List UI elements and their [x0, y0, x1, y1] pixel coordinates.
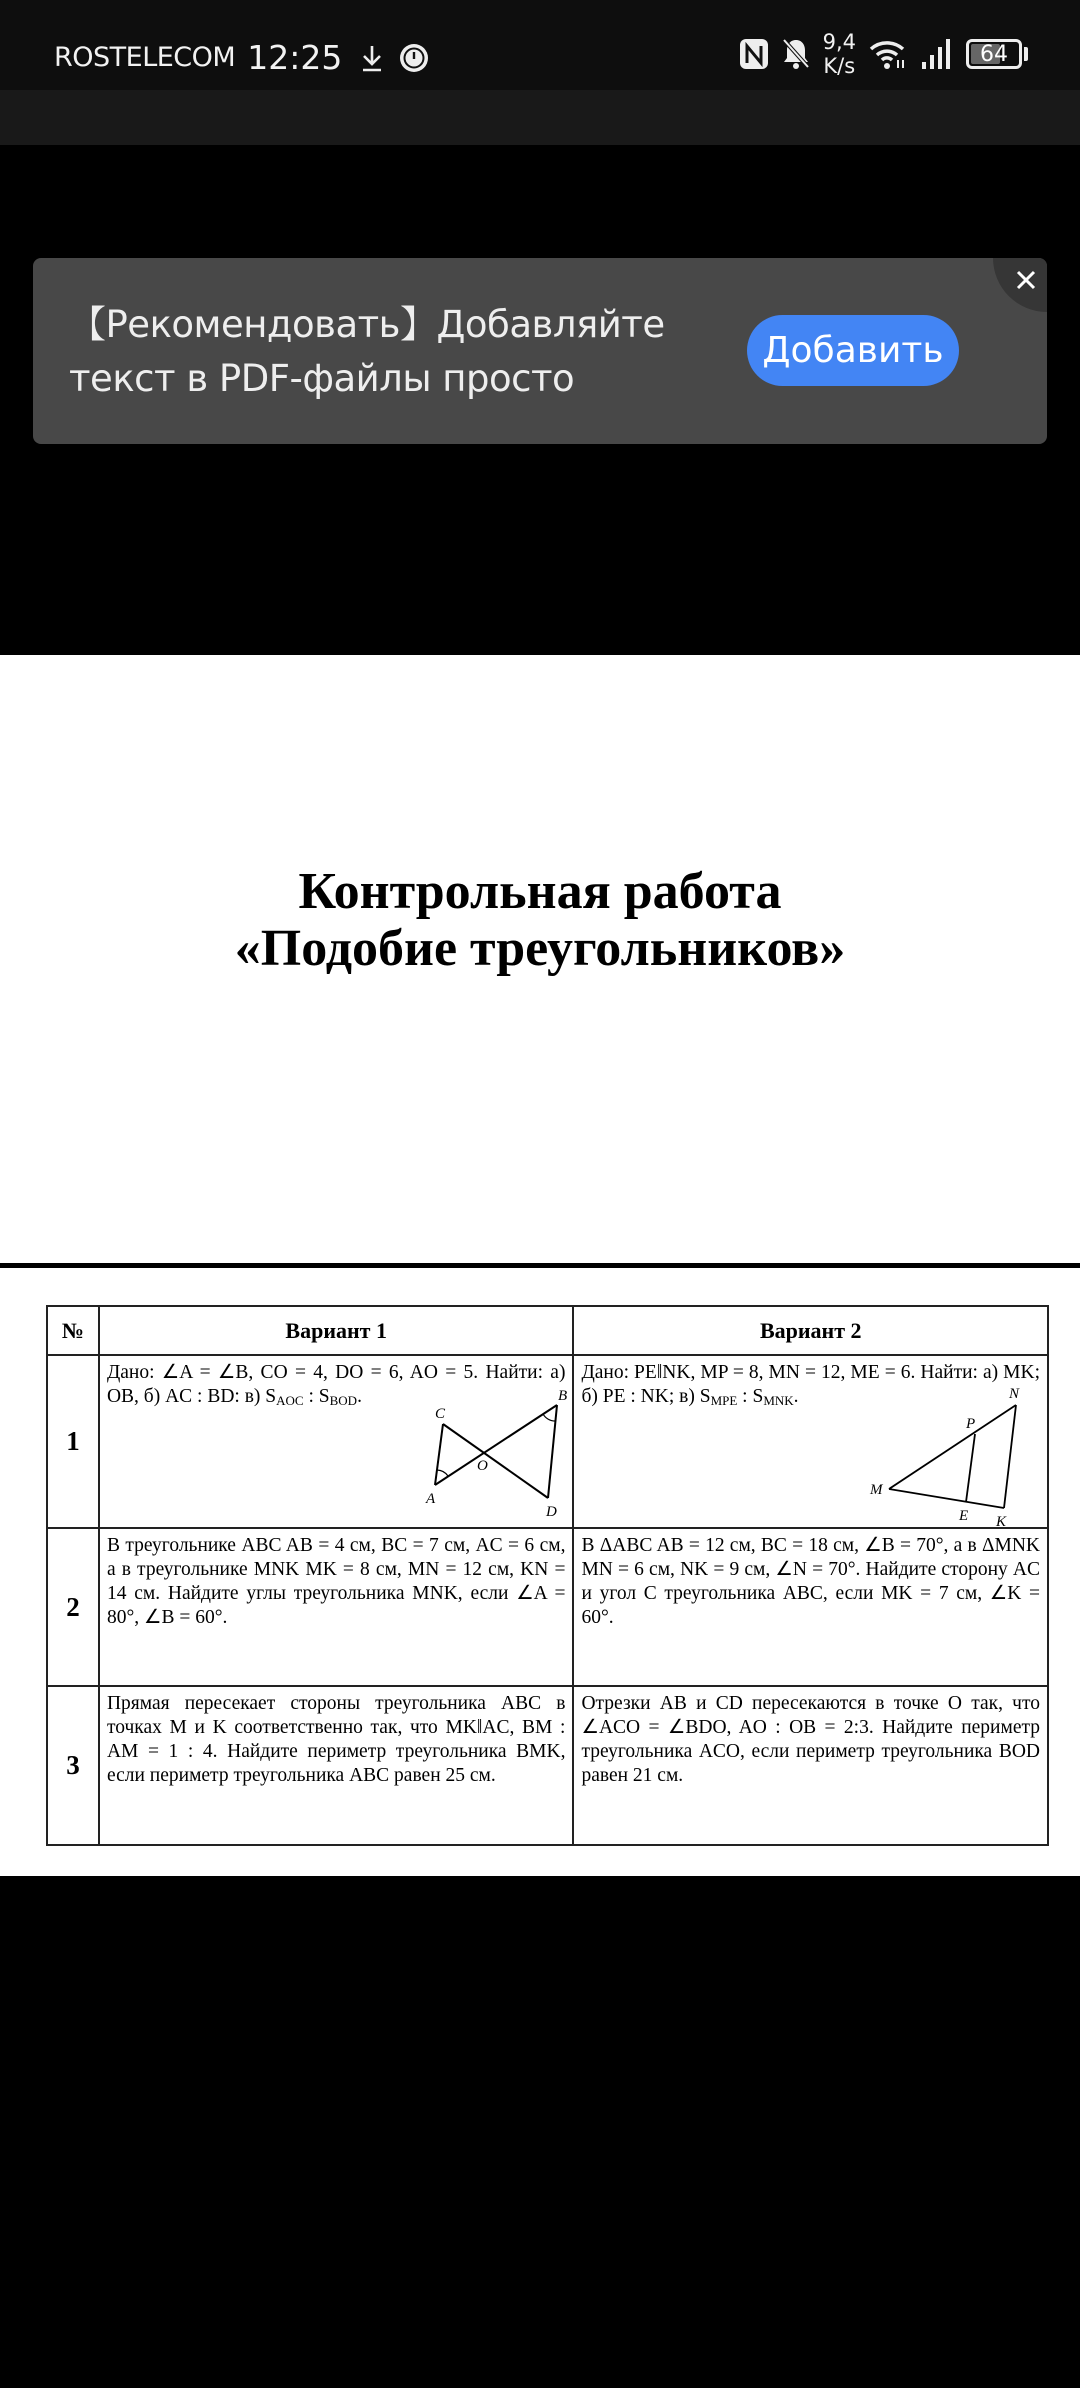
angle-b-mark: [543, 1414, 555, 1421]
label-n: N: [1009, 1386, 1020, 1402]
banner-line-1: 【Рекомендовать】Добавляйте: [69, 303, 665, 346]
net-speed-unit: K/s: [823, 54, 856, 78]
task-v1: В треугольнике ABC AB = 4 см, BC = 7 см, AC = 6 см, а в треугольнике MNK MK = 8 см, MN = 12 см, KN = 14 см. Найдите углы треугольника MNK, если ∠A = 80°, ∠B = 60°.: [99, 1528, 574, 1686]
task-text: Дано: ∠A = ∠B, CO = 4, DO = 6, AO = 5. Найти: а) OB, б) AC : BD: в) S: [106, 1362, 566, 1407]
label-p: P: [966, 1416, 976, 1432]
label-k: K: [996, 1514, 1007, 1530]
banner-text: [69, 298, 665, 406]
task-v1: [99, 1355, 574, 1528]
task-v2: Отрезки AB и CD пересекаются в точке O так, что ∠ACO = ∠BDO, AO : OB = 2:3. Найдите периметр треугольника ACO, если периметр треугольника BOD равен 21 см.: [573, 1686, 1048, 1845]
battery-icon: [966, 39, 1028, 69]
battery-level: 64: [980, 41, 1008, 67]
signal-icon: [920, 38, 954, 70]
label-d: D: [545, 1504, 557, 1520]
document-title: [0, 863, 1080, 977]
segment-nk: [1004, 1405, 1016, 1508]
banner-close-button[interactable]: [993, 258, 1047, 312]
subscript: AOC: [276, 1393, 304, 1408]
label-a: A: [425, 1491, 436, 1507]
task-text: Дано: PE‖NK, MP = 8, MN = 12, ME = 6. Найти: а) MK; б) PE : NK; в) S: [581, 1362, 1040, 1407]
title-line-2: «Подобие треугольников»: [234, 920, 846, 977]
label-b: B: [557, 1388, 568, 1404]
task-text: : S: [303, 1386, 330, 1407]
table-row: [47, 1528, 1048, 1686]
task-v1: Прямая пересекает стороны треугольника ABC в точках M и K соответственно так, что MK‖AC, BM : AM = 1 : 4. Найдите периметр треугольника BMK, если периметр треугольника ABC равен 25 см.: [99, 1686, 574, 1845]
task-text: : S: [737, 1386, 764, 1407]
triangle-figure: [854, 1376, 1044, 1531]
segment-ab: [435, 1405, 557, 1485]
table-header-row: [47, 1306, 1048, 1355]
network-speed: [823, 30, 856, 78]
pdf-page-2: [0, 1268, 1080, 1876]
subscript: MNK: [763, 1393, 794, 1408]
header-variant-2: Вариант 2: [573, 1306, 1048, 1355]
carrier-name: ROSTELECOM: [54, 42, 236, 73]
label-e: E: [959, 1508, 969, 1524]
segment-ca: [435, 1424, 443, 1485]
task-text: .: [793, 1386, 799, 1407]
header-variant-1: Вариант 1: [99, 1306, 574, 1355]
task-v2: [573, 1355, 1048, 1528]
task-text: .: [357, 1386, 362, 1407]
status-bar: [0, 0, 1080, 90]
nfc-icon: [739, 38, 769, 70]
add-button[interactable]: Добавить: [747, 315, 959, 386]
table-row: [47, 1355, 1048, 1528]
segment-bd: [548, 1405, 557, 1498]
segment-cd: [443, 1424, 548, 1498]
table-row: [47, 1686, 1048, 1845]
label-m: M: [870, 1482, 883, 1498]
clock: 12:25: [247, 38, 343, 77]
bell-off-icon: [781, 37, 811, 71]
bowtie-figure: [418, 1380, 568, 1530]
angle-a-mark: [437, 1470, 448, 1476]
promo-banner[interactable]: [33, 258, 1047, 444]
header-number: №: [47, 1306, 99, 1355]
banner-line-2: текст в PDF-файлы просто: [69, 357, 575, 400]
title-line-1: Контрольная работа: [298, 863, 782, 920]
label-c: C: [434, 1406, 445, 1422]
pdf-page-1: [0, 655, 1080, 1263]
task-number: 3: [47, 1686, 99, 1845]
segment-mn: [889, 1405, 1016, 1489]
segment-mk: [889, 1489, 1004, 1508]
close-icon[interactable]: [1015, 269, 1037, 291]
download-icon: [360, 43, 384, 73]
app-toolbar: [0, 90, 1080, 145]
task-number: 1: [47, 1355, 99, 1528]
net-speed-value: 9,4: [822, 30, 856, 54]
task-v2: В ΔABC AB = 12 см, BC = 18 см, ∠B = 70°, а в ΔMNK MN = 6 см, NK = 9 см, ∠N = 70°. Найдите сторону AC и угол C треугольника ABC, если MK = 7 см, ∠K = 60°.: [573, 1528, 1048, 1686]
task-number: 2: [47, 1528, 99, 1686]
subscript: MPE: [710, 1393, 738, 1408]
tasks-table: [46, 1305, 1049, 1846]
subscript: BOD: [329, 1393, 358, 1408]
clock-icon: [398, 42, 430, 74]
wifi-icon: [868, 38, 908, 70]
segment-pe: [966, 1434, 975, 1502]
label-o: O: [476, 1458, 488, 1474]
